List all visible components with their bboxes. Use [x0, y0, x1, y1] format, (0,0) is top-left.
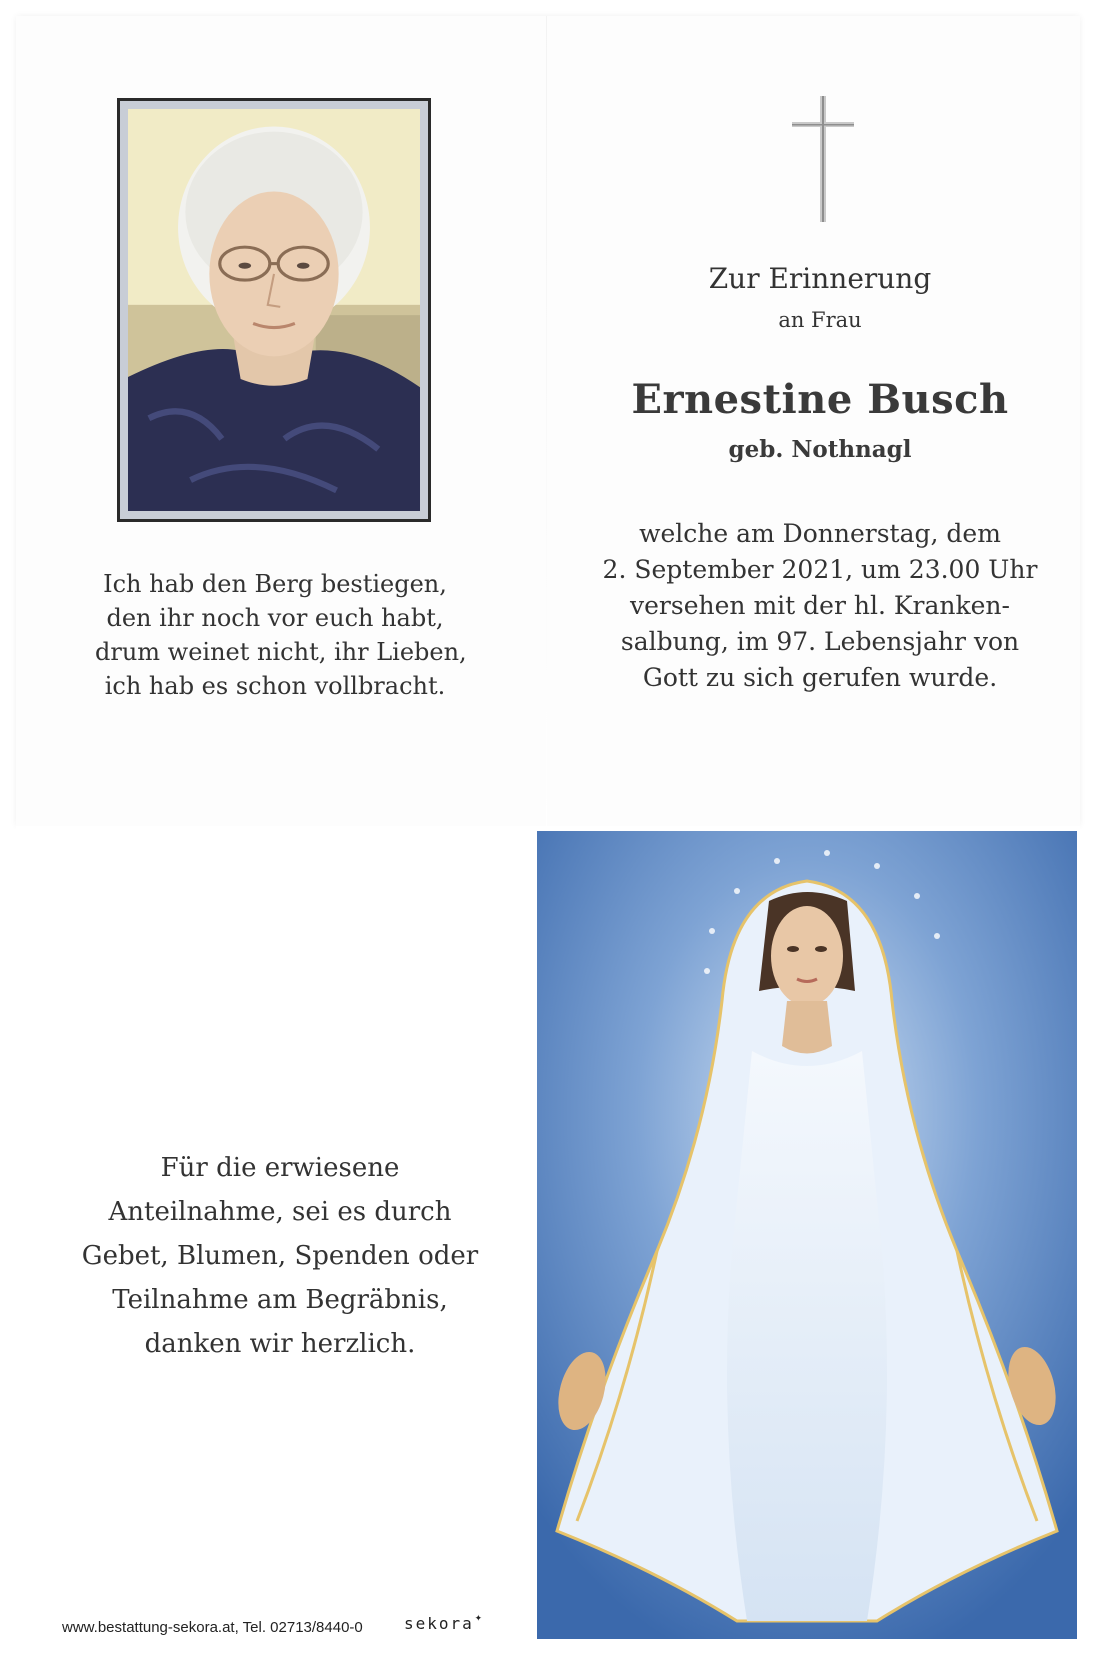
poem-line: ich hab es schon vollbracht. [104, 672, 446, 700]
sekora-logo [404, 1610, 485, 1633]
portrait-photo [128, 109, 420, 511]
thanks-line: Für die erwiesene [160, 1153, 400, 1183]
logo-text: sekora [404, 1614, 474, 1633]
thanks-line: danken wir herzlich. [144, 1329, 416, 1359]
thanks-text [70, 1146, 490, 1366]
deceased-name: Ernestine Busch [631, 376, 1009, 423]
memorial-salutation: an Frau [778, 308, 862, 332]
poem [95, 567, 467, 703]
poem-line: den ihr noch vor euch habt, [106, 604, 444, 632]
maiden-name: geb. Nothnagl [728, 436, 912, 463]
portrait-frame [117, 98, 431, 522]
madonna-painting [537, 831, 1077, 1639]
details-line: Gott zu sich gerufen wurde. [642, 663, 998, 692]
thanks-line: Anteilnahme, sei es durch [108, 1197, 452, 1227]
details-line: welche am Donnerstag, dem [639, 519, 1001, 548]
details-line: versehen mit der hl. Kranken- [630, 591, 1010, 620]
poem-line: drum weinet nicht, ihr Lieben, [95, 638, 467, 666]
thanks-line: Teilnahme am Begräbnis, [112, 1285, 448, 1315]
footer-contact: www.bestattung-sekora.at, Tel. 02713/8440-0 [62, 1619, 363, 1636]
thanks-line: Gebet, Blumen, Spenden oder [81, 1241, 479, 1271]
details-line: salbung, im 97. Lebensjahr von [620, 627, 1020, 656]
bird-icon: ✦ [474, 1610, 485, 1624]
details-line: 2. September 2021, um 23.00 Uhr [602, 555, 1038, 584]
poem-line: Ich hab den Berg bestiegen, [103, 570, 447, 598]
cross-icon [792, 96, 854, 222]
memorial-details [580, 516, 1060, 696]
memorial-intro: Zur Erinnerung [708, 262, 932, 295]
